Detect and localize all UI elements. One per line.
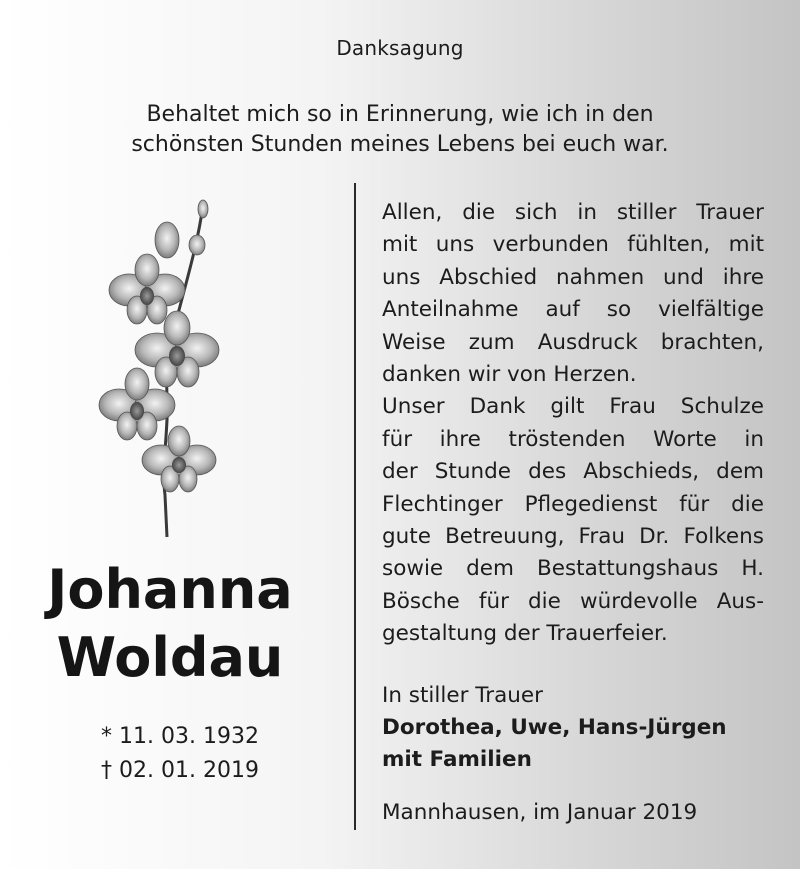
thanks-line: der Stunde des Abschieds, dem [382,459,764,485]
vertical-divider [354,183,356,830]
thanks-line: Unser Dank gilt Frau Schulze [382,394,764,420]
thanks-line: Weise zum Ausdruck brachten, [382,329,764,355]
orchid-branch-icon [95,195,235,540]
notice-heading: Danksagung [336,36,464,60]
thanks-line: gute Betreuung, Frau Dr. Folkens [382,524,764,550]
mourners-families: mit Familien [382,747,532,772]
thanks-line: Allen, die sich in stiller Trauer [382,200,764,225]
deceased-first-name: Johanna [47,558,293,621]
thanks-line: gestaltung der Trauerfeier. [382,621,668,647]
closing-intro: In stiller Trauer [382,683,543,708]
motto-line: schönsten Stunden meines Lebens bei euch war. [131,132,669,157]
mourners-names: Dorothea, Uwe, Hans-Jürgen [382,715,727,740]
birth-date: * 11. 03. 1932 [101,724,259,749]
thanks-line: sowie dem Bestattungshaus H. [382,556,764,582]
mourners-block [382,680,764,776]
thanks-line: danken wir von Herzen. [382,362,637,388]
thanks-line: Flechtinger Pflegedienst für die [382,491,764,517]
thanks-line: Bösche für die würdevolle Aus- [382,588,764,614]
thanks-line: uns Abschied nahmen und ihre [382,264,764,290]
place-date: Mannhausen, im Januar 2019 [382,800,698,825]
deceased-last-name: Woldau [56,626,284,689]
thanks-line: für ihre tröstenden Worte in [382,426,764,452]
motto-line: Behaltet mich so in Erinnerung, wie ich in den [146,102,654,127]
thanks-line: mit uns verbunden fühlten, mit [382,232,764,258]
thanks-line: Anteilnahme auf so vielfältige [382,297,764,323]
death-date: † 02. 01. 2019 [101,758,259,783]
thanks-text [382,197,764,651]
motto-quote [0,100,800,160]
